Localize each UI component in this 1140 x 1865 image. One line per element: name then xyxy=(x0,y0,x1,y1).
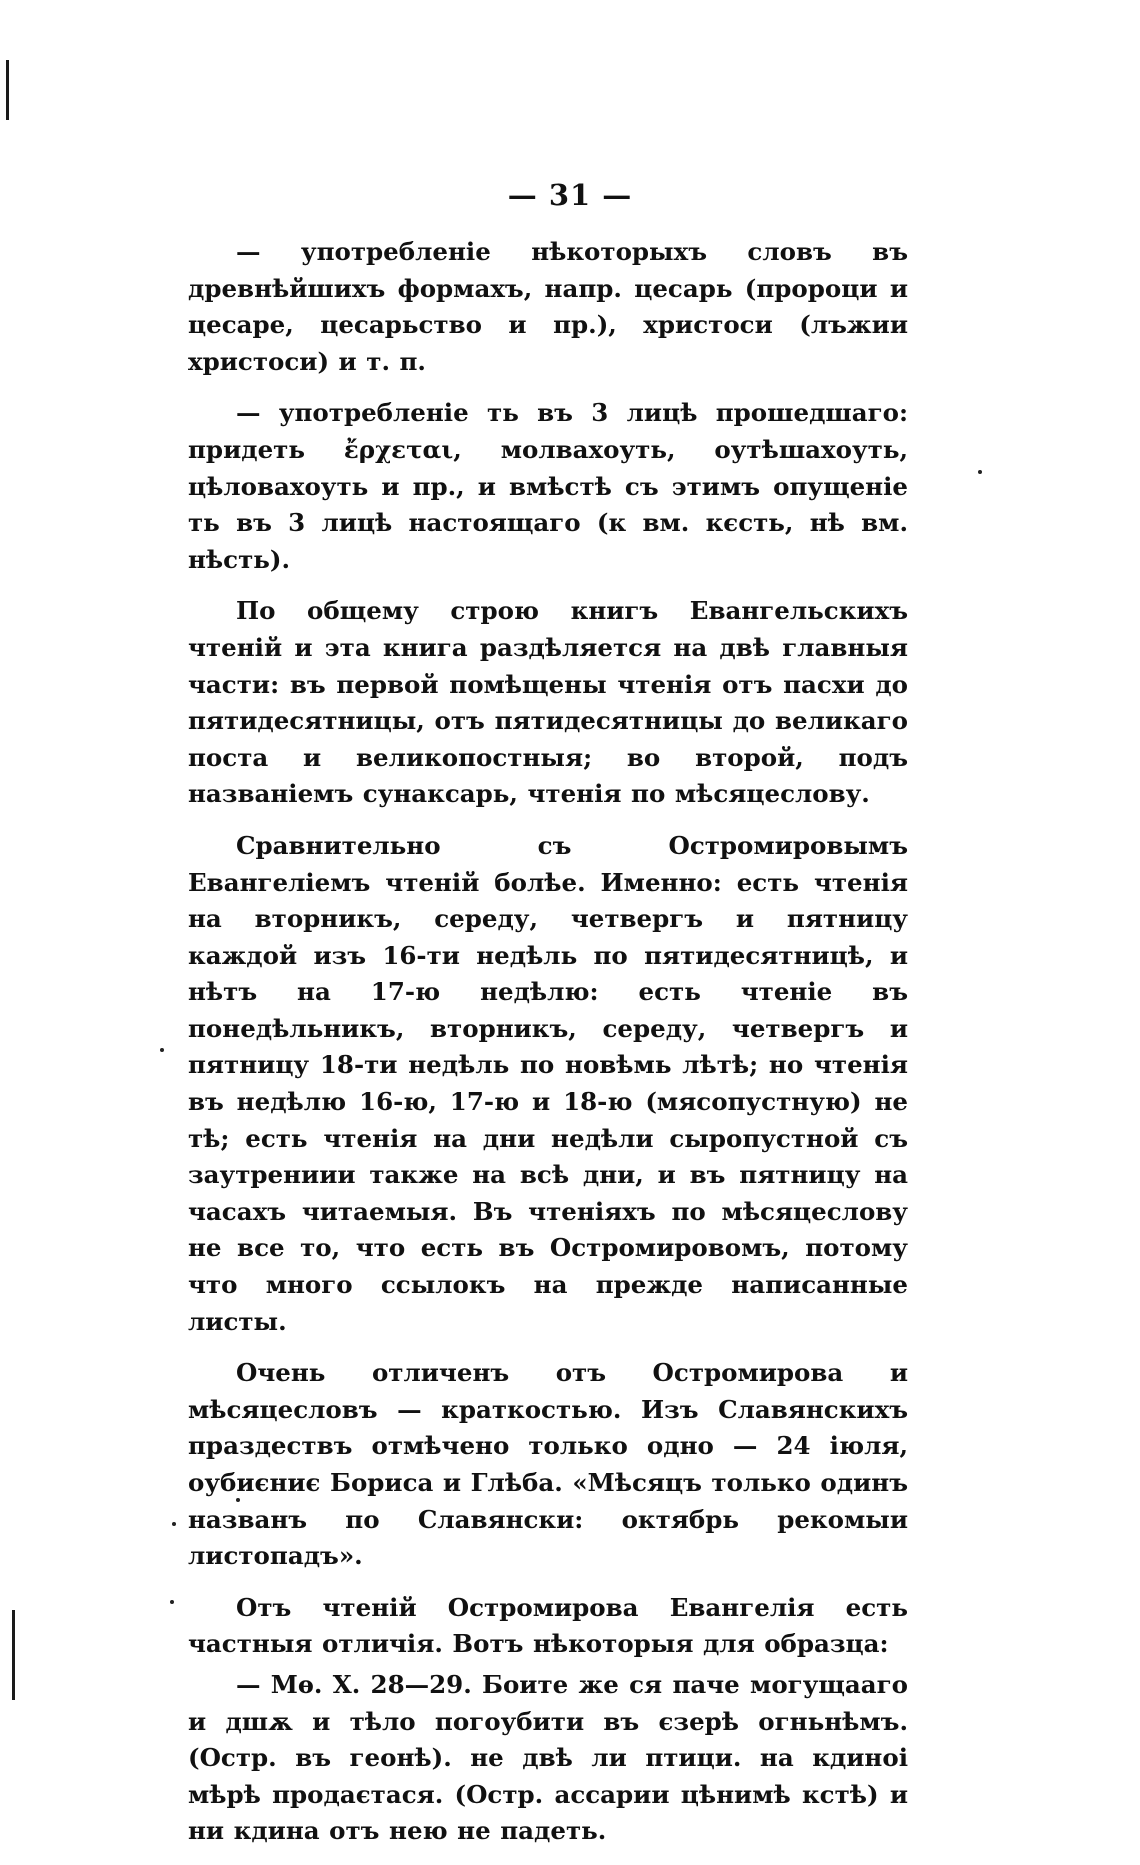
paragraph-comparison: Сравнительно съ Остромировымъ Евангеліемъ чтеній болѣе. Именно: есть чтенія на вторникъ, середу, четвергъ и пятницу каждой изъ 16-ти недѣль по пятидесятницѣ, и нѣтъ на 17-ю недѣлю: есть чтеніе въ понедѣльникъ, вторникъ, середу, четвергъ и пятницу 18-ти недѣль по новѣмь лѣтѣ; но чтенія въ недѣлю 16-ю, 17-ю и 18-ю (мясопустную) не тѣ; есть чтенія на дни недѣли сыропустной съ заутрениии также на всѣ дни, и въ пятницу на часахъ читаемыя. Въ чтеніяхъ по мѣсяцеслову не все то, что есть въ Остромировомъ, потому что много ссылокъ на прежде написанные листы. xyxy=(188,830,908,1336)
scan-speck xyxy=(978,470,982,474)
scan-speck xyxy=(170,1600,174,1604)
paragraph-menologion: Очень отличенъ отъ Остромирова и мѣсяцесловъ — краткостью. Изъ Славянскихъ праздествъ отмѣчено только одно — 24 іюля, оубиєниє Бориса и Глѣба. «Мѣсяцъ только одинъ названъ по Славянски: октябрь рекомыи листопадъ». xyxy=(188,1358,908,1571)
scan-speck xyxy=(160,1048,164,1052)
paragraph-verb-ending: — употребленіе ть въ 3 лицѣ прошедшаго: придеть ἔρχεται, молвахоуть, оутѣшахоуть, цѣловахоуть и пр., и вмѣстѣ съ этимъ опущеніе ть въ 3 лицѣ настоящаго (к вм. кєсть, нѣ вм. нѣсть). xyxy=(188,398,908,574)
paragraph-matthew-example: — Мѳ. X. 28—29. Боите же ся паче могущааго и дшѫ и тѣло погоубити въ єзерѣ огньнѣмъ. (Остр. въ геонѣ). не двѣ ли птици. на кдиноі мѣрѣ продаєтася. (Остр. ассарии цѣнимѣ кстѣ) и ни кдина отъ нею не падеть. xyxy=(188,1669,908,1846)
page-body xyxy=(188,234,908,1865)
paragraph-book-structure: По общему строю книгъ Евангельскихъ чтеній и эта книга раздѣляется на двѣ главныя части: въ первой помѣщены чтенія отъ пасхи до пятидесятницы, отъ пятидесятницы до великаго поста и великопостныя; во второй, подъ названіемъ сунаксарь, чтенія по мѣсяцеслову. xyxy=(188,596,908,809)
scan-edge-mark xyxy=(6,60,9,120)
scan-edge-mark xyxy=(12,1610,15,1700)
paragraph-archaic-forms: — употребленіе нѣкоторыхъ словъ въ древнѣйшихъ формахъ, напр. цесарь (пророци и цесаре, цесарьство и пр.), христоси (лъжии христоси) и т. п. xyxy=(188,237,908,376)
paragraph-differences-intro: Отъ чтеній Остромирова Евангелія есть частныя отличія. Вотъ нѣкоторыя для образца: xyxy=(188,1592,908,1659)
page-number: — 31 — xyxy=(507,178,633,212)
scan-speck xyxy=(172,1522,176,1526)
